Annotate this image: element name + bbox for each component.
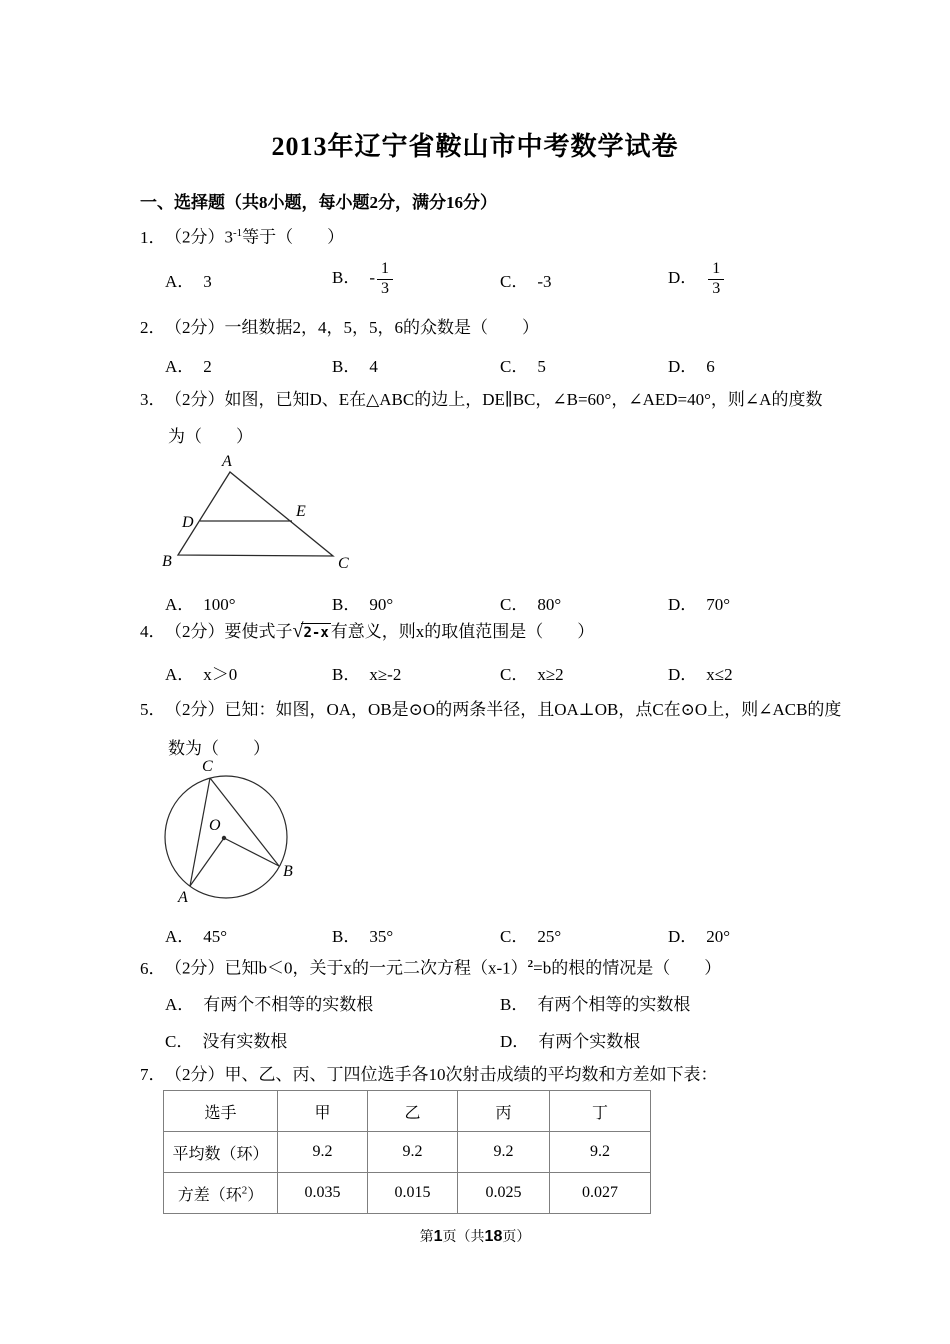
q1-options (165, 253, 855, 305)
fraction-numerator: 1 (377, 261, 393, 280)
radicand: 2-x (303, 625, 329, 641)
page-footer (0, 1226, 950, 1246)
question-3-stem-line2 (168, 424, 253, 449)
q6-stem-text2: =b的根的情况是（ ） (533, 958, 722, 978)
fraction-numerator: 1 (708, 261, 724, 280)
q2-option-c (500, 352, 668, 377)
q1-exponent: -1 (233, 227, 243, 239)
q4-option-d (668, 660, 855, 685)
q7-stem-text: （2分）甲、乙、丙、丁四位选手各10次射击成绩的平均数和方差如下表： (173, 1065, 718, 1084)
q5-option-a (165, 922, 332, 947)
chord-ca (190, 778, 210, 886)
q6-option-c (165, 1027, 500, 1052)
question-4-stem (140, 619, 594, 644)
q6-stem-text: （2分）已知b＜0，关于x的一元二次方程（x-1） (173, 958, 528, 978)
option-label-b: B． (332, 665, 361, 684)
q1-option-b-sign: - (369, 267, 376, 287)
variance-label (164, 1173, 278, 1214)
option-label-c: C． (500, 595, 529, 614)
q5-option-c (500, 922, 668, 947)
option-label-d: D． (668, 267, 698, 287)
radius-ob (224, 838, 279, 866)
q3-number: 3． (140, 390, 166, 409)
variance-label-close: ） (247, 1186, 264, 1204)
q6-option-a-value: 有两个不相等的实数根 (203, 995, 374, 1014)
q6-option-c-value: 没有实数根 (202, 1032, 288, 1051)
option-label-c: C． (500, 271, 529, 291)
option-label-d: D． (668, 927, 698, 946)
question-5-stem (140, 697, 841, 722)
mean-label: 平均数（环） (164, 1132, 278, 1173)
q4-option-c (500, 660, 668, 685)
circle-outline (165, 776, 287, 898)
q5-options (165, 922, 855, 947)
option-label-c: C． (500, 665, 529, 684)
q3-option-d (668, 590, 855, 615)
q3-option-c-value: 80° (537, 595, 562, 614)
header-player: 选手 (164, 1091, 278, 1132)
question-2-stem (140, 315, 539, 340)
option-label-d: D． (668, 665, 698, 684)
triangle-outline (178, 472, 333, 556)
fraction-denominator: 3 (381, 279, 390, 297)
option-label-c: C． (500, 357, 529, 376)
q5-option-a-value: 45° (203, 927, 228, 946)
option-label-a: A． (165, 995, 195, 1014)
q5-option-d (668, 922, 855, 947)
q3-stem-text: （2分）如图，已知D、E在△ABC的边上，DE∥BC，∠B=60°，∠AED=40°，则∠A的度数 (173, 390, 823, 409)
fig5-label-o: O (209, 817, 221, 834)
q6-option-d-value: 有两个实数根 (538, 1032, 641, 1051)
option-label-b: B． (332, 267, 361, 287)
q3-stem-text2: 为（ ） (168, 427, 253, 446)
q6-option-a (165, 990, 500, 1015)
option-label-a: A． (165, 595, 195, 614)
q1-stem-text2: 等于（ ） (242, 227, 345, 247)
q1-option-a (165, 267, 332, 292)
q5-option-b (332, 922, 500, 947)
option-label-d: D． (500, 1032, 530, 1051)
q4-number: 4． (140, 622, 166, 641)
q5-option-d-value: 20° (706, 927, 731, 946)
header-yi: 乙 (368, 1091, 458, 1132)
section-heading: 一、选择题（共8小题，每小题2分，满分16分） (140, 193, 497, 212)
q6-option-b-value: 有两个相等的实数根 (537, 995, 691, 1014)
triangle-figure (160, 452, 390, 574)
footer-text: 第 (419, 1230, 434, 1245)
q2-option-c-value: 5 (537, 357, 546, 376)
table-row-mean (164, 1132, 651, 1173)
q4-option-b (332, 660, 500, 685)
table-header-row (164, 1091, 651, 1132)
variance-label-text: 方差（环 (177, 1186, 242, 1204)
q6-options-row2 (165, 1027, 855, 1052)
mean-yi: 9.2 (368, 1132, 458, 1173)
variance-jia: 0.035 (278, 1173, 368, 1214)
option-label-d: D． (668, 595, 698, 614)
q1-option-b (332, 261, 500, 298)
q2-option-a-value: 2 (203, 357, 212, 376)
radius-oa (190, 838, 224, 886)
q2-option-b (332, 352, 500, 377)
option-label-a: A． (165, 357, 195, 376)
option-label-b: B． (332, 595, 361, 614)
q5-stem-text: （2分）已知：如图，OA，OB是⊙O的两条半径，且OA⊥OB，点C在⊙O上，则∠ACB的度 (173, 700, 842, 719)
option-label-d: D． (668, 357, 698, 376)
q2-options (165, 352, 855, 377)
q2-option-b-value: 4 (369, 357, 378, 376)
option-label-b: B． (332, 927, 361, 946)
q4-option-d-value: x≤2 (706, 665, 733, 684)
option-label-b: B． (500, 995, 529, 1014)
q3-options (165, 590, 855, 615)
fig5-label-b: B (283, 863, 293, 880)
q1-option-d (668, 261, 855, 298)
q7-number: 7． (140, 1065, 166, 1084)
fig3-label-a: A (222, 453, 232, 470)
variance-ding: 0.027 (550, 1173, 651, 1214)
fig3-label-b: B (162, 553, 172, 570)
q2-number: 2． (140, 318, 166, 337)
q4-option-c-value: x≥2 (537, 665, 564, 684)
q4-stem-text2: 有意义，则x的取值范围是（ ） (330, 622, 595, 641)
question-7-stem (140, 1062, 718, 1087)
q5-option-c-value: 25° (537, 927, 562, 946)
q1-stem-text: （2分）3 (173, 227, 233, 247)
mean-ding: 9.2 (550, 1132, 651, 1173)
q6-option-d (500, 1027, 855, 1052)
fig5-label-c: C (202, 758, 213, 775)
q6-options-row1 (165, 990, 855, 1015)
header-ding: 丁 (550, 1091, 651, 1132)
q1-option-c (500, 267, 668, 292)
footer-text3: 页） (502, 1230, 531, 1245)
q4-option-a (165, 660, 332, 685)
fig3-label-d: D (182, 514, 194, 531)
variance-exponent: 2 (241, 1184, 248, 1197)
q2-option-d (668, 352, 855, 377)
radical-sign: √ (292, 620, 304, 642)
q4-option-a-value: x＞0 (203, 665, 238, 684)
q3-option-b-value: 90° (369, 595, 394, 614)
q3-option-b (332, 590, 500, 615)
page-title: 2013年辽宁省鞍山市中考数学试卷 (271, 132, 679, 161)
q1-option-a-value: 3 (203, 271, 212, 291)
question-1-stem (140, 221, 344, 250)
fig5-label-a: A (178, 889, 188, 906)
q1-option-c-value: -3 (537, 271, 552, 291)
q4-stem-text: （2分）要使式子 (173, 622, 293, 641)
q5-option-b-value: 35° (369, 927, 394, 946)
q6-option-b (500, 990, 855, 1015)
q3-option-a-value: 100° (203, 595, 236, 614)
header-jia: 甲 (278, 1091, 368, 1132)
q1-option-d-fraction (708, 261, 724, 298)
footer-total-pages: 18 (484, 1228, 503, 1245)
q2-stem-text: （2分）一组数据2，4，5，5，6的众数是（ ） (173, 318, 539, 337)
q1-option-b-fraction (377, 261, 393, 298)
option-label-a: A． (165, 927, 195, 946)
q6-number: 6． (140, 958, 166, 978)
variance-yi: 0.015 (368, 1173, 458, 1214)
fig3-label-c: C (338, 555, 349, 572)
q7-data-table (163, 1090, 651, 1214)
header-bing: 丙 (458, 1091, 550, 1132)
footer-page-number: 1 (433, 1228, 443, 1245)
q3-option-c (500, 590, 668, 615)
option-label-c: C． (165, 1032, 194, 1051)
circle-figure (150, 758, 320, 910)
q5-stem-text2: 数为（ ） (168, 739, 270, 758)
option-label-a: A． (165, 665, 195, 684)
q1-number: 1． (140, 227, 166, 247)
question-6-stem (140, 952, 721, 981)
fraction-denominator: 3 (712, 279, 721, 297)
q5-number: 5． (140, 700, 166, 719)
table-row-variance (164, 1173, 651, 1214)
q4-option-b-value: x≥-2 (369, 665, 402, 684)
mean-jia: 9.2 (278, 1132, 368, 1173)
variance-bing: 0.025 (458, 1173, 550, 1214)
option-label-b: B． (332, 357, 361, 376)
q3-option-d-value: 70° (706, 595, 731, 614)
question-3-stem (140, 387, 822, 412)
mean-bing: 9.2 (458, 1132, 550, 1173)
q2-option-d-value: 6 (706, 357, 715, 376)
fig3-label-e: E (296, 503, 306, 520)
q4-options (165, 660, 855, 685)
option-label-c: C． (500, 927, 529, 946)
q3-option-a (165, 590, 332, 615)
footer-text2: 页（共 (442, 1230, 485, 1245)
q2-option-a (165, 352, 332, 377)
q6-exponent: 2 (527, 958, 534, 970)
option-label-a: A． (165, 271, 195, 291)
